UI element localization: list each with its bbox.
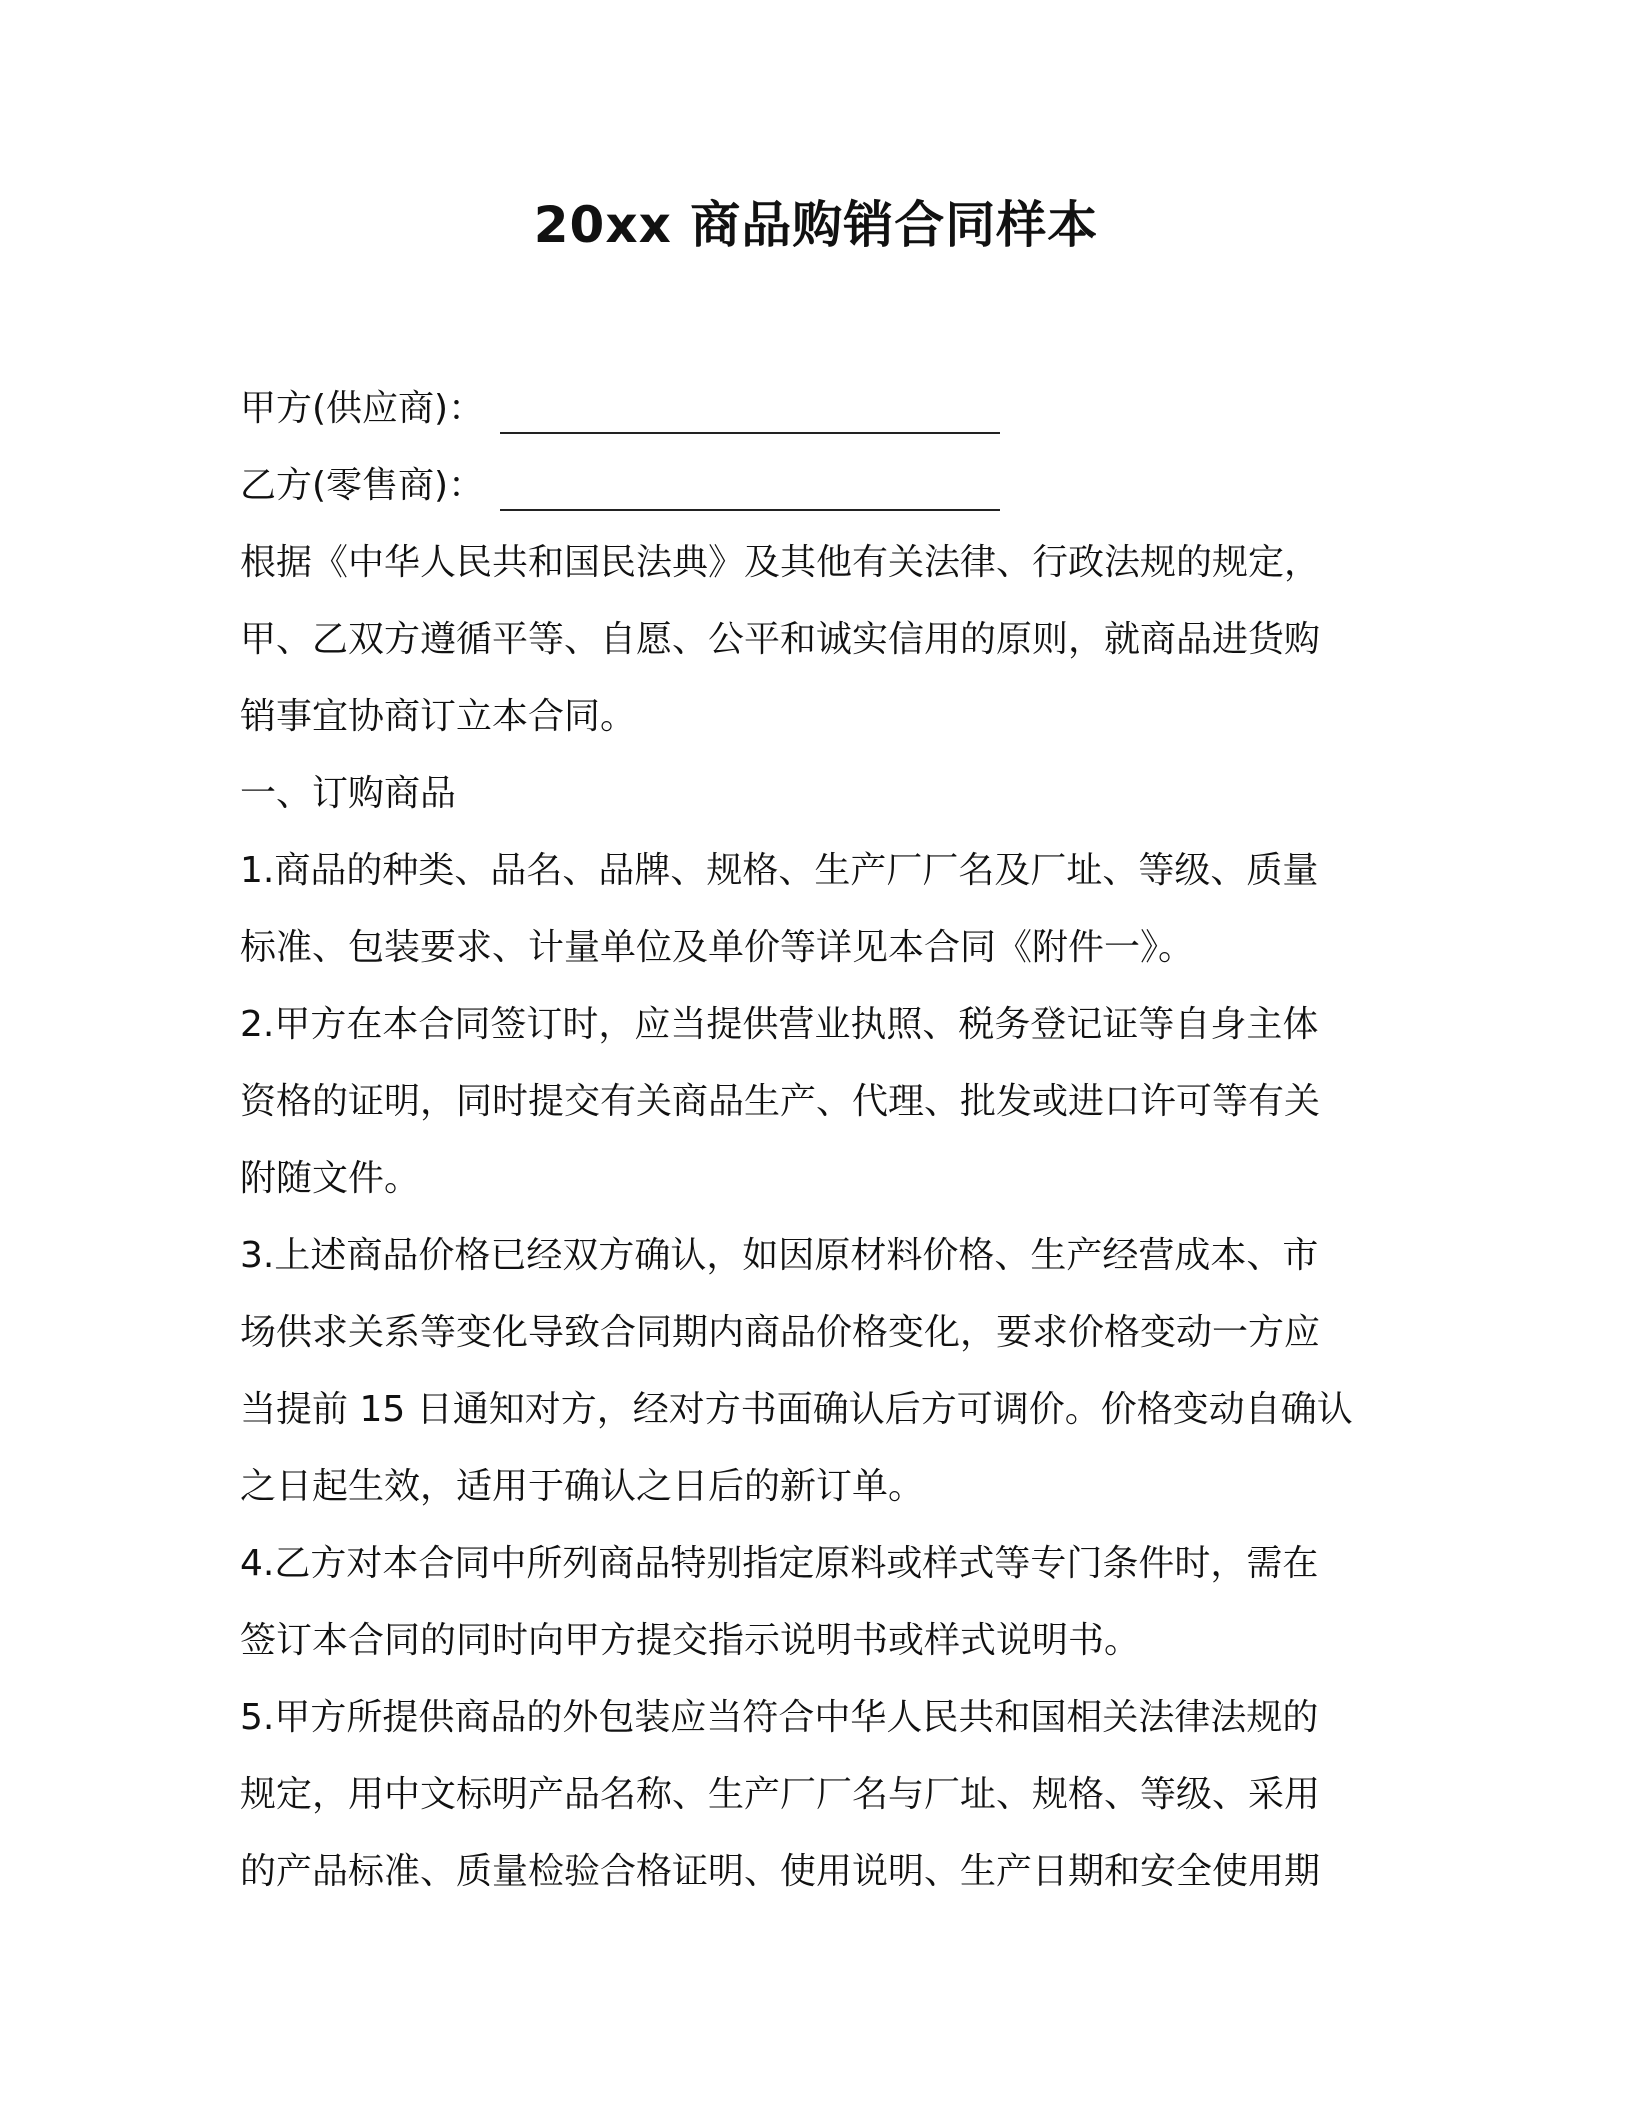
document-title: 20xx 商品购销合同样本 [533,196,1099,254]
text-line: 2.甲方在本合同签订时，应当提供营业执照、税务登记证等自身主体 [240,1004,1319,1045]
text-line: 4.乙方对本合同中所列商品特别指定原料或样式等专门条件时，需在 [240,1543,1319,1584]
document-body [240,370,1390,1910]
text-line: 规定，用中文标明产品名称、生产厂厂名与厂址、规格、等级、采用 [240,1774,1321,1815]
text-line: 甲、乙双方遵循平等、自愿、公平和诚实信用的原则，就商品进货购 [240,619,1321,660]
text-line: 销事宜协商订立本合同。 [240,696,637,737]
text-line: 当提前 15 日通知对方，经对方书面确认后方可调价。价格变动自确认 [240,1389,1353,1430]
text-line: 资格的证明，同时提交有关商品生产、代理、批发或进口许可等有关 [240,1081,1321,1122]
party-a-blank-line [500,396,1000,434]
party-b-row [240,447,1390,524]
party-a-label: 甲方(供应商)： [240,388,485,429]
party-a-row [240,370,1390,447]
text-line: 5.甲方所提供商品的外包装应当符合中华人民共和国相关法律法规的 [240,1697,1319,1738]
section-heading: 一、订购商品 [240,773,457,814]
text-line: 签订本合同的同时向甲方提交指示说明书或样式说明书。 [240,1620,1141,1661]
text-line: 1.商品的种类、品名、品牌、规格、生产厂厂名及厂址、等级、质量 [240,850,1319,891]
text-line: 附随文件。 [240,1158,421,1199]
text-line: 的产品标准、质量检验合格证明、使用说明、生产日期和安全使用期 [240,1851,1321,1892]
text-line: 场供求关系等变化导致合同期内商品价格变化，要求价格变动一方应 [240,1312,1321,1353]
party-b-blank-line [500,473,1000,511]
party-b-label: 乙方(零售商)： [240,465,485,506]
text-line: 根据《中华人民共和国民法典》及其他有关法律、行政法规的规定， [240,542,1321,583]
text-line: 标准、包装要求、计量单位及单价等详见本合同《附件一》。 [240,927,1195,968]
text-line: 3.上述商品价格已经双方确认，如因原材料价格、生产经营成本、市 [240,1235,1319,1276]
text-line: 之日起生效，适用于确认之日后的新订单。 [240,1466,925,1507]
